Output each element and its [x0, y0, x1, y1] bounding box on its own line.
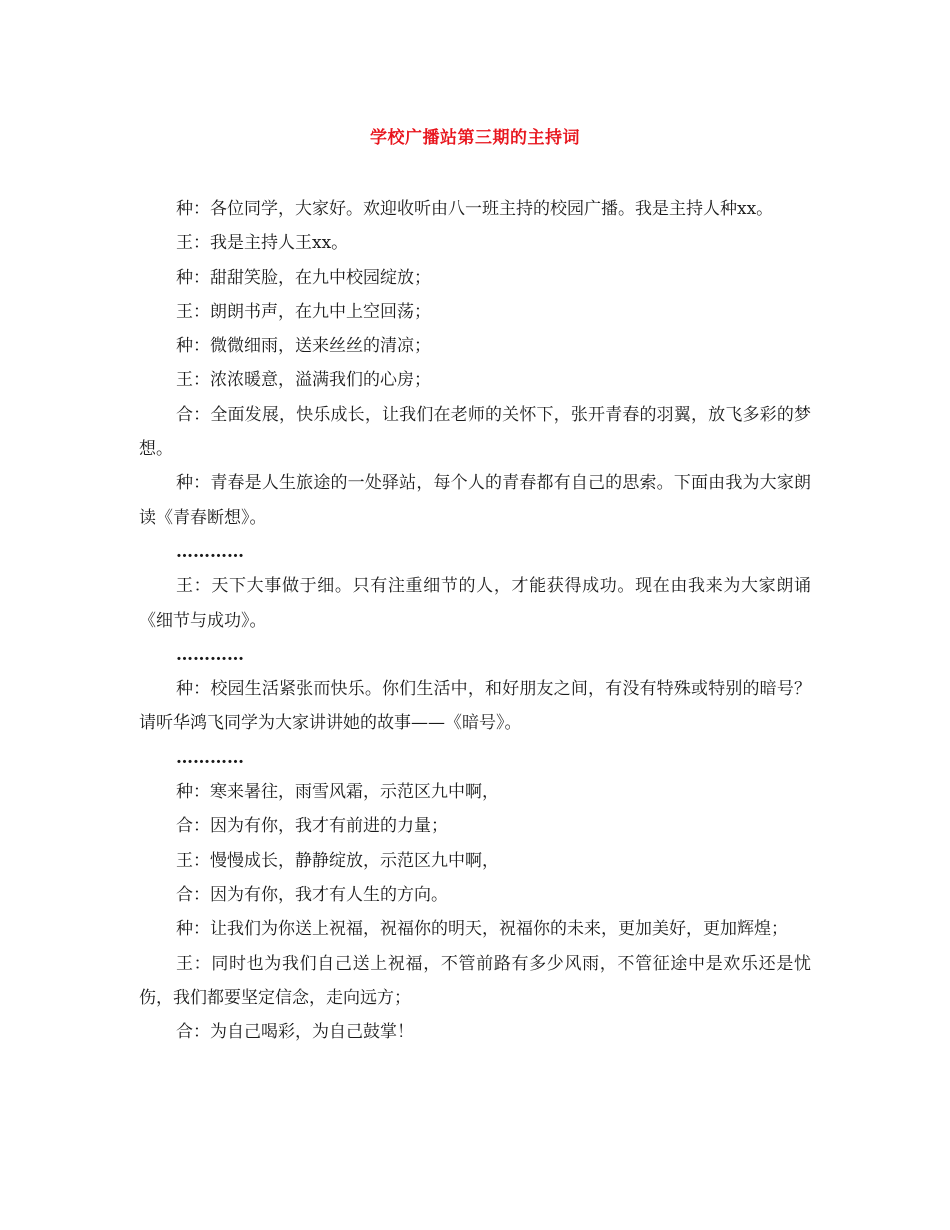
paragraph: 合：为自己喝彩，为自己鼓掌！ [176, 1022, 414, 1043]
paragraph: 合：因为有你，我才有人生的方向。 [176, 884, 448, 905]
paragraph: 王：慢慢成长，静静绽放，示范区九中啊， [176, 850, 499, 871]
paragraph: 种：各位同学，大家好。欢迎收听由八一班主持的校园广播。我是主持人种xx。 [176, 199, 774, 219]
paragraph: 王：天下大事做于细。只有注重细节的人，才能获得成功。现在由我来为大家朗诵《细节与成功》。 [139, 576, 811, 631]
ellipsis-separator: ………… [176, 644, 244, 665]
paragraph: 种：寒来暑往，雨雪风霜，示范区九中啊， [176, 782, 499, 803]
paragraph: 王：同时也为我们自己送上祝福，不管前路有多少风雨，不管征途中是欢乐还是忧伤，我们都要坚定信念，走向远方； [139, 953, 811, 1008]
paragraph: 合：因为有你，我才有前进的力量； [176, 816, 448, 837]
document-body [139, 192, 811, 1049]
paragraph: 种：甜甜笑脸，在九中校园绽放； [176, 267, 431, 288]
paragraph: 王：朗朗书声，在九中上空回荡； [176, 301, 431, 322]
paragraph: 种：让我们为你送上祝福，祝福你的明天，祝福你的未来，更加美好，更加辉煌； [176, 919, 788, 940]
paragraph: 王：我是主持人王xx。 [176, 233, 349, 254]
paragraph: 种：校园生活紧张而快乐。你们生活中，和好朋友之间，有没有特殊或特别的暗号？请听华鸿飞同学为大家讲讲她的故事——《暗号》。 [139, 679, 811, 734]
paragraph: 合：全面发展，快乐成长，让我们在老师的关怀下，张开青春的羽翼，放飞多彩的梦想。 [139, 404, 811, 460]
paragraph: 种：青春是人生旅途的一处驿站，每个人的青春都有自己的思索。下面由我为大家朗读《青春断想》。 [139, 473, 811, 528]
ellipsis-separator: ………… [176, 541, 244, 562]
paragraph: 种：微微细雨，送来丝丝的清凉； [176, 336, 431, 357]
ellipsis-separator: ………… [176, 747, 244, 768]
document-title: 学校广播站第三期的主持词 [370, 128, 580, 148]
paragraph: 王：浓浓暖意，溢满我们的心房； [176, 370, 431, 391]
